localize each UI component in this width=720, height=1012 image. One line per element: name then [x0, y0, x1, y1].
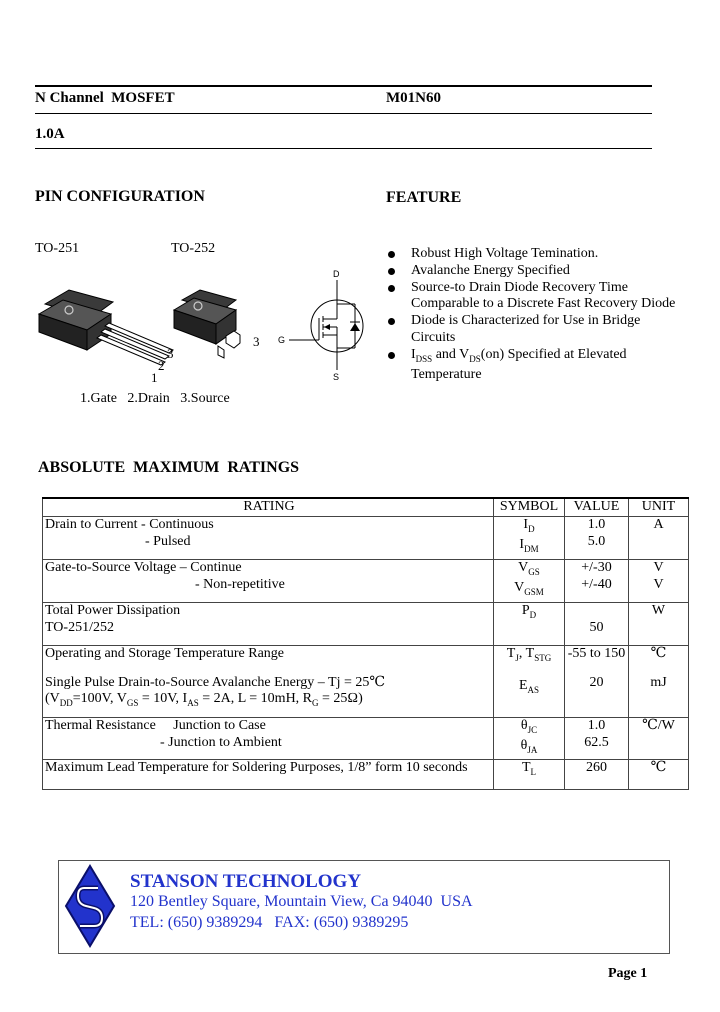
table-row	[43, 560, 689, 603]
value-cell: 1.0 62.5	[565, 718, 629, 760]
rating-cell: Gate-to-Source Voltage – Continue - Non-repetitive	[43, 560, 494, 603]
value-cell: +/-30 +/-40	[565, 560, 629, 603]
drain-label: D	[333, 269, 340, 279]
channel-arrow	[324, 324, 330, 330]
rating-cell: Thermal Resistance Junction to Case - Junction to Ambient	[43, 718, 494, 760]
package-label-to251: TO-251	[35, 241, 80, 256]
header-rule-1	[35, 113, 652, 114]
symbol-cell: $T_L$	[494, 760, 565, 790]
symbol-cell: $I_D$ $I_{DM}$	[494, 517, 565, 560]
part-number: M01N60	[386, 90, 441, 106]
current-rating: 1.0A	[35, 126, 65, 142]
symbol-cell: $P_D$	[494, 603, 565, 646]
symbol-cell: $T_J$, $T_{STG}$ $E_{AS}$	[494, 646, 565, 718]
company-logo	[64, 864, 116, 948]
table-row	[43, 760, 689, 790]
table-row	[43, 603, 689, 646]
body-diode-triangle	[350, 323, 360, 331]
value-cell: 1.0 5.0	[565, 517, 629, 560]
table-row	[43, 517, 689, 560]
rating-cell: Drain to Current - Continuous - Pulsed	[43, 517, 494, 560]
pin-config-title: PIN CONFIGURATION	[35, 188, 205, 205]
value-cell: -55 to 150 20	[565, 646, 629, 718]
list-item: Robust High Voltage Temination.	[386, 246, 706, 263]
col-header-value: VALUE	[565, 498, 629, 517]
list-item: Diode is Characterized for Use in Bridge	[386, 313, 706, 330]
pin-number-1: 1	[151, 370, 158, 385]
to252-package-drawing	[170, 284, 260, 364]
company-name: STANSON TECHNOLOGY	[130, 871, 362, 892]
pin-number-2: 2	[158, 358, 165, 373]
col-header-symbol: SYMBOL	[494, 498, 565, 517]
ratings-table	[42, 497, 689, 790]
value-cell: 260	[565, 760, 629, 790]
source-label: S	[333, 372, 340, 382]
list-item-continuation: Temperature	[411, 367, 482, 383]
col-header-rating: RATING	[43, 498, 494, 517]
table-row	[43, 646, 689, 718]
symbol-cell: $\theta_{JC}$ $\theta_{JA}$	[494, 718, 565, 760]
col-header-unit: UNIT	[629, 498, 689, 517]
list-item-continuation: Circuits	[411, 329, 456, 345]
gate-label: G	[278, 335, 286, 345]
company-phone: TEL: (650) 9389294 FAX: (650) 9389295	[130, 914, 409, 931]
unit-cell: ℃/W	[629, 718, 689, 760]
rating-cell: Operating and Storage Temperature Range Single Pulse Drain-to-Source Avalanche Energy – Tj = 25℃ ($V_{DD}=100V$, $V_{GS} = 10V$, $I_{AS} = 2A$, L = 10mH, $R_G$ = 25Ω)	[43, 646, 494, 718]
feature-title: FEATURE	[386, 189, 462, 206]
package-label-to252: TO-252	[171, 241, 216, 256]
ratings-title: ABSOLUTE MAXIMUM RATINGS	[38, 459, 300, 476]
device-type: N Channel MOSFET	[35, 90, 175, 106]
list-item-continuation: Comparable to a Discrete Fast Recovery Diode	[411, 296, 676, 312]
unit-cell: ℃	[629, 760, 689, 790]
rating-cell: Total Power Dissipation TO-251/252	[43, 603, 494, 646]
mosfet-symbol	[275, 266, 375, 384]
header-rule-2	[35, 148, 652, 149]
pin-number-3-to252: 3	[253, 334, 260, 349]
unit-cell: A	[629, 517, 689, 560]
pin-legend: 1.Gate 2.Drain 3.Source	[80, 391, 230, 406]
company-address: 120 Bentley Square, Mountain View, Ca 94040 USA	[130, 893, 473, 910]
symbol-cell: $V_{GS}$ $V_{GSM}$	[494, 560, 565, 603]
feature-list	[386, 246, 706, 384]
pin-number-3-to251: 3	[167, 346, 174, 361]
table-header-row	[43, 498, 689, 517]
unit-cell: ℃ mJ	[629, 646, 689, 718]
list-item: Source-to Drain Diode Recovery Time	[386, 280, 706, 297]
list-item: $I_{DSS}$ and $V_{DS}(on)$ Specified at Elevated	[386, 347, 706, 368]
page-number: Page 1	[608, 966, 648, 981]
table-row	[43, 718, 689, 760]
unit-cell: W	[629, 603, 689, 646]
value-cell: 50	[565, 603, 629, 646]
unit-cell: V V	[629, 560, 689, 603]
top-rule	[35, 85, 652, 87]
rating-cell: Maximum Lead Temperature for Soldering Purposes, 1/8” form 10 seconds	[43, 760, 494, 790]
list-item: Avalanche Energy Specified	[386, 263, 706, 280]
